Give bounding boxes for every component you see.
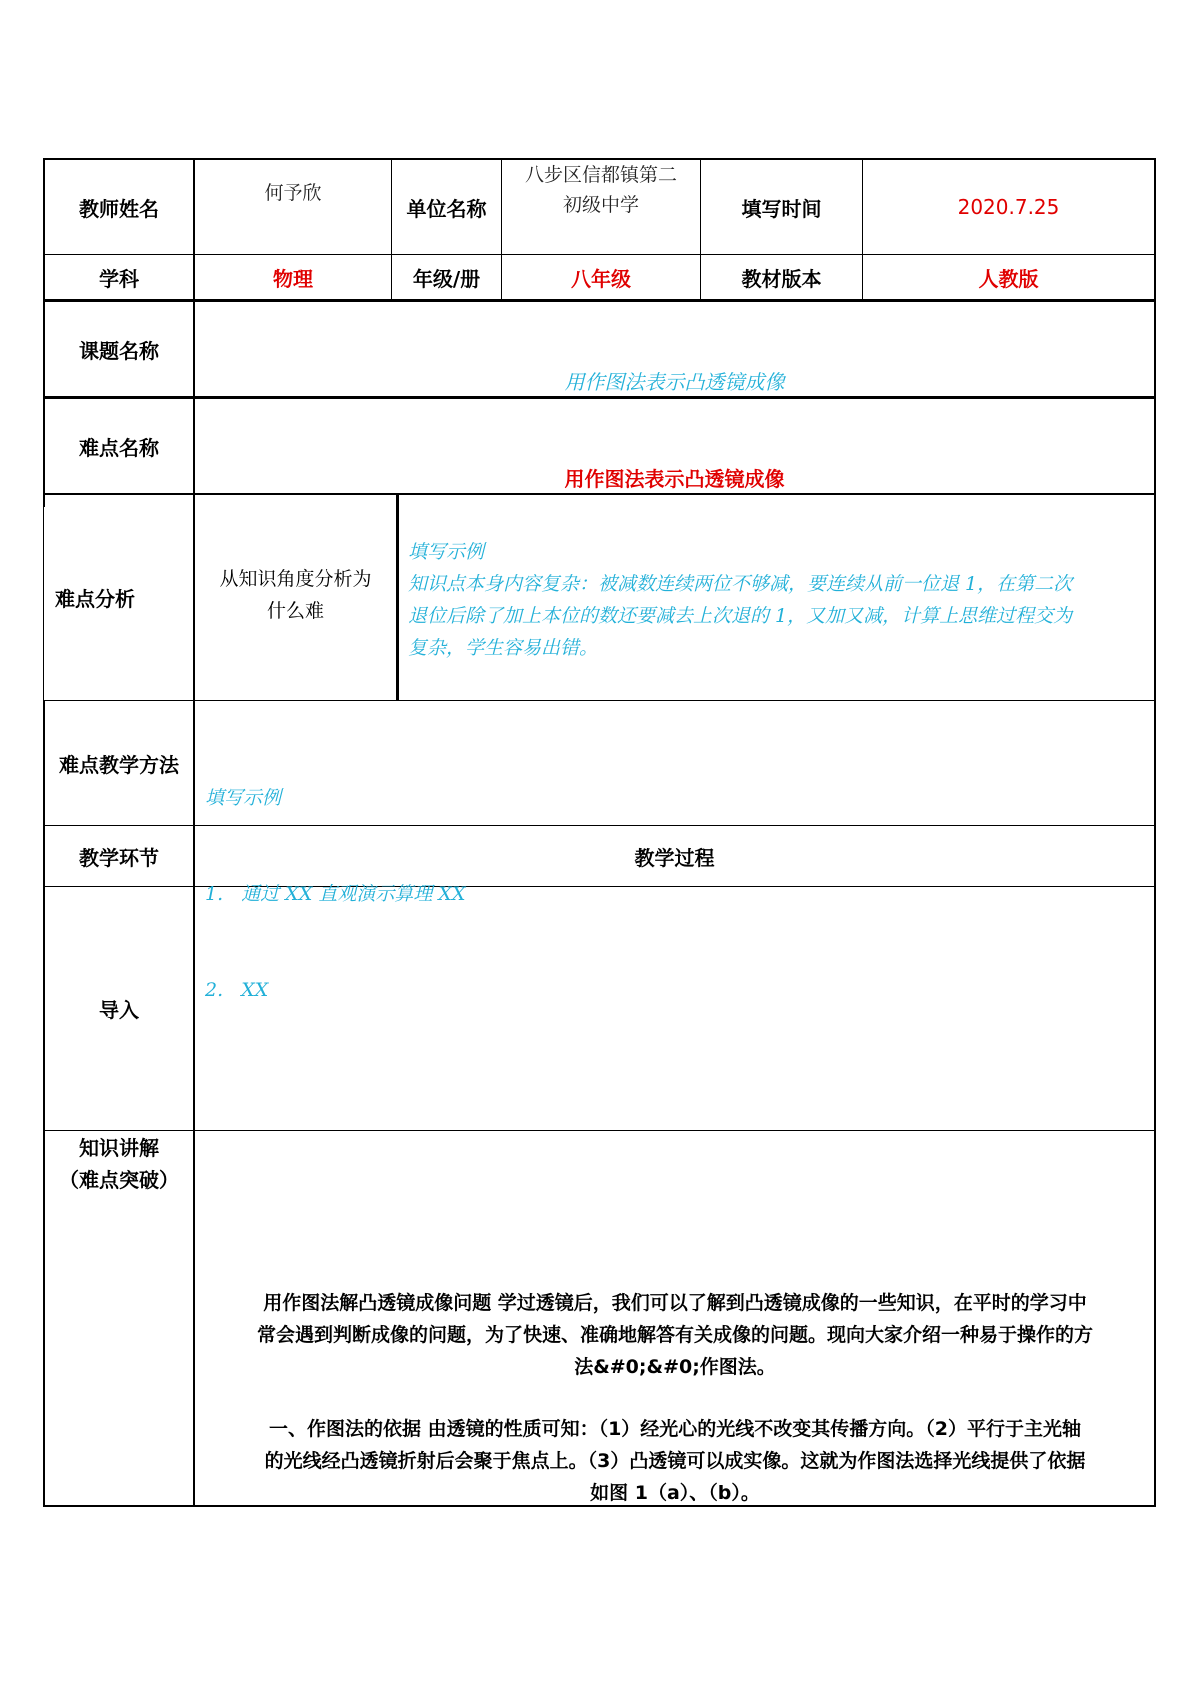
rule-analysis-split [396, 493, 399, 701]
method-example-title: 填写示例 [205, 787, 282, 809]
rule [43, 396, 1156, 399]
rule-right [1154, 158, 1156, 1507]
edition-value: 人教版 [978, 266, 1039, 291]
unit-value [502, 160, 700, 220]
analysis-label: 难点分析 [55, 587, 135, 611]
paragraph-line: 如图 1（a）、（b）。 [590, 1482, 760, 1504]
process-value: 教学过程 [634, 845, 715, 870]
subject-value: 物理 [273, 266, 313, 291]
topic-value: 用作图法表示凸透镜成像 [564, 369, 785, 394]
rule [43, 493, 1156, 495]
process-label: 教学环节 [79, 845, 159, 870]
intro-content [195, 887, 1154, 1130]
method-item: 1. 通过 XX 直观演示算理 XX [205, 883, 466, 905]
intro-label: 导入 [99, 998, 139, 1022]
method-item: 2. XX [205, 979, 269, 1001]
analysis-example-line: 知识点本身内容复杂：被减数连续两位不够减，要连续从前一位退 1，在第二次 [408, 573, 1073, 595]
difficulty-value: 用作图法表示凸透镜成像 [564, 466, 785, 491]
subject-label: 学科 [99, 266, 139, 291]
knowledge-paragraph [205, 1413, 1145, 1509]
paragraph-line: 的光线经凸透镜折射后会聚于焦点上。（3）凸透镜可以成实像。这就为作图法选择光线提供了依据 [264, 1450, 1086, 1472]
teacher-value: 何予欣 [264, 182, 322, 204]
analysis-sub-label-line: 什么难 [266, 600, 324, 622]
analysis-sub-label [195, 560, 396, 630]
grade-label: 年级/册 [412, 266, 481, 291]
knowledge-label-line: 知识讲解 [79, 1136, 159, 1160]
grade-value: 八年级 [571, 266, 631, 291]
unit-value-line: 八步区信都镇第二 [524, 164, 677, 186]
analysis-example [408, 536, 1153, 664]
date-value: 2020.7.25 [957, 195, 1060, 219]
paragraph-line: 法&#0;&#0;作图法。 [574, 1356, 776, 1378]
teacher-label: 教师姓名 [79, 196, 159, 221]
difficulty-label: 难点名称 [79, 435, 159, 460]
analysis-sub-label-line: 从知识角度分析为 [219, 568, 372, 590]
knowledge-paragraph [205, 1287, 1145, 1383]
method-label: 难点教学方法 [59, 752, 179, 777]
edition-label: 教材版本 [741, 266, 822, 291]
analysis-example-line: 退位后除了加上本位的数还要减去上次退的 1，又加又减，计算上思维过程交为 [408, 605, 1073, 627]
date-label: 填写时间 [741, 196, 822, 221]
rule [43, 299, 1156, 302]
topic-label: 课题名称 [79, 338, 159, 363]
paragraph-line: 常会遇到判断成像的问题，为了快速、准确地解答有关成像的问题。现向大家介绍一种易于操作的方 [256, 1324, 1093, 1346]
paragraph-line: 用作图法解凸透镜成像问题 学过透镜后，我们可以了解到凸透镜成像的一些知识，在平时的学习中 [263, 1292, 1087, 1314]
knowledge-label-line: （难点突破） [59, 1168, 179, 1192]
knowledge-label [45, 1132, 193, 1196]
unit-value-line: 初级中学 [562, 194, 639, 216]
analysis-example-line: 复杂，学生容易出错。 [408, 637, 599, 659]
unit-label: 单位名称 [406, 196, 487, 221]
rule-left [43, 507, 44, 700]
rule [43, 1130, 1156, 1131]
paragraph-line: 一、作图法的依据 由透镜的性质可知：（1）经光心的光线不改变其传播方向。（2）平行于主光轴 [268, 1418, 1082, 1440]
analysis-example-title: 填写示例 [408, 541, 485, 563]
rule [43, 700, 1156, 701]
